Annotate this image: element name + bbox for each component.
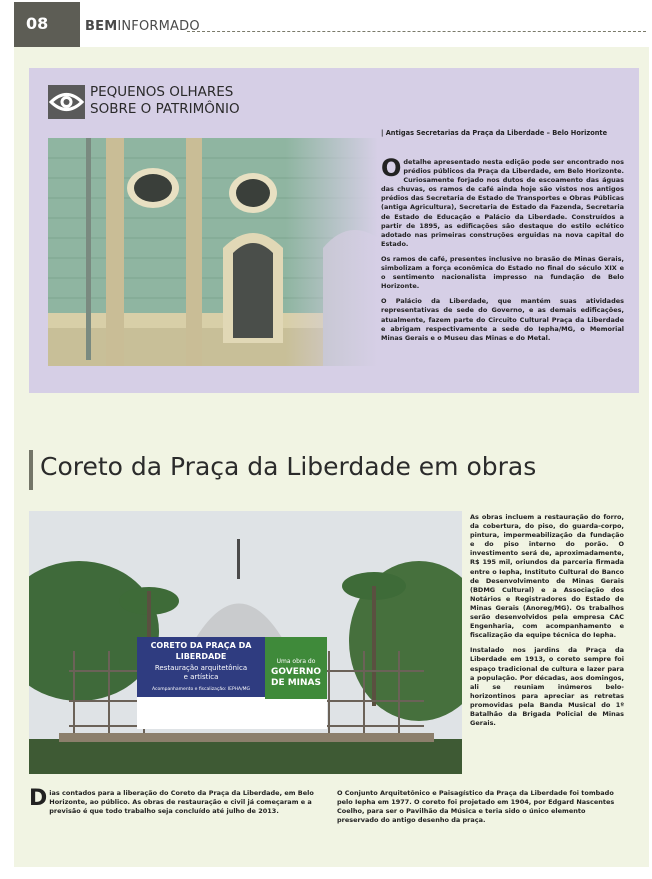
- article-paragraph: As obras incluem a restauração do forro, da cobertura, do piso, do guarda-corpo, pintura, impermeabilização da fundação e do piso interno do porão. O investimento será de, aproximadamente, R$ 195 mil, oriundos da parceria firmada entre o Iepha, Instituto Cultural do Banco de Desenvolvimento de Minas Gerais (BDMG Cultural) e a Associação dos Notários e Registradores do Estado de Minas Gerais (Anoreg/MG). Os trabalhos serão desenvolvidos pela empresa CAC Engenharia, com acompanhamento e fiscalização da equipe técnica do Iepha.: [470, 513, 624, 640]
- sign-line3: Restauração arquitetônica: [154, 664, 248, 672]
- caption-text: ias contados para a liberação do Coreto da Praça da Liberdade, em Belo Horizonte, ao público. As obras de restauração e civil já começaram e a previsão é que todo trabalho seja concluído até julho de 2013.: [49, 789, 314, 816]
- sign-line5: Acompanhamento e fiscalização: IEPHA/MG: [151, 687, 251, 692]
- heritage-photo: [48, 138, 378, 366]
- sign-gov3: DE MINAS: [270, 678, 322, 688]
- sign-gov2: GOVERNO: [270, 667, 322, 677]
- heritage-title-line1: PEQUENOS OLHARES: [90, 84, 234, 100]
- header-divider: [187, 31, 646, 32]
- sign-gov1: Uma obra do: [276, 658, 316, 665]
- drop-cap: O: [381, 154, 402, 182]
- heritage-paragraph: [381, 154, 624, 249]
- drop-cap: D: [29, 786, 48, 811]
- page-number: 08: [14, 2, 80, 47]
- article-title: Coreto da Praça da Liberdade em obras: [40, 452, 537, 481]
- sign-overlay: [137, 637, 327, 729]
- publication-name: [85, 19, 200, 34]
- title-accent-bar: [29, 450, 33, 490]
- sign-line4: e artística: [183, 673, 219, 681]
- eye-icon: [48, 85, 85, 119]
- heritage-paragraph-text: detalhe apresentado nesta edição pode ser encontrado nos prédios públicos da Praça da Liberdade, em Belo Horizonte. Curiosamente forjado nos dutos de escoamento das águas das chuvas, os ramos de café ainda hoje são vistos nos antigos prédios das Secretaria de Estado de Transportes e Obras Públicas (antiga Agricultura), Secretaria de Estado da Fazenda, Secretaria de Estado de Educação e Palácio da Liberdade. Construídos a partir de 1895, as edificações são destaque do estilo eclético adotado nas primeiras construções erguidas na nova capital do Estado.: [381, 158, 624, 248]
- sign-line1: CORETO DA PRAÇA DA: [150, 641, 252, 650]
- article-paragraph: Instalado nos jardins da Praça da Liberdade em 1913, o coreto sempre foi espaço tradicional de cultura e lazer para a população. Por décadas, aos domingos, ali se reuniam inúmeros belo-horizontinos para apreciar as retretas promovidas pela Banda Musical do 1º Batalhão da Brigada Policial de Minas Gerais.: [470, 646, 624, 728]
- heritage-paragraph: O Palácio da Liberdade, que mantém suas atividades representativas de sede do Governo, e as demais edificações, atualmente, fazem parte do Circuito Cultural Praça da Liberdade e abrigam respectivamente a sede do Iepha/MG, o Memorial Minas Gerais e o Museu das Minas e do Metal.: [381, 297, 624, 342]
- heritage-title-line2: SOBRE O PATRIMÔNIO: [90, 101, 240, 117]
- article-body: [470, 513, 624, 734]
- heritage-paragraph: Os ramos de café, presentes inclusive no brasão de Minas Gerais, simbolizam a força econômica do Estado no final do século XIX e o sentimento nacionalista impresso na fundação de Belo Horizonte.: [381, 254, 624, 291]
- publication-suffix: INFORMADO: [117, 19, 200, 34]
- photo-caption-right: O Conjunto Arquitetônico e Paisagístico da Praça da Liberdade foi tombado pelo Iepha em 1977. O coreto foi projetado em 1904, por Edgard Nascentes Coelho, para ser o Pavilhão da Música e teria sido o único elemento preservado do antigo desenho da praça.: [337, 789, 615, 825]
- heritage-caption: | Antigas Secretarias da Praça da Liberdade – Belo Horizonte: [381, 129, 608, 137]
- publication-prefix: BEM: [85, 19, 118, 34]
- heritage-body: [381, 154, 624, 349]
- heritage-title: [90, 84, 240, 118]
- sign-line2: LIBERDADE: [175, 652, 227, 661]
- photo-caption-left: [29, 786, 319, 816]
